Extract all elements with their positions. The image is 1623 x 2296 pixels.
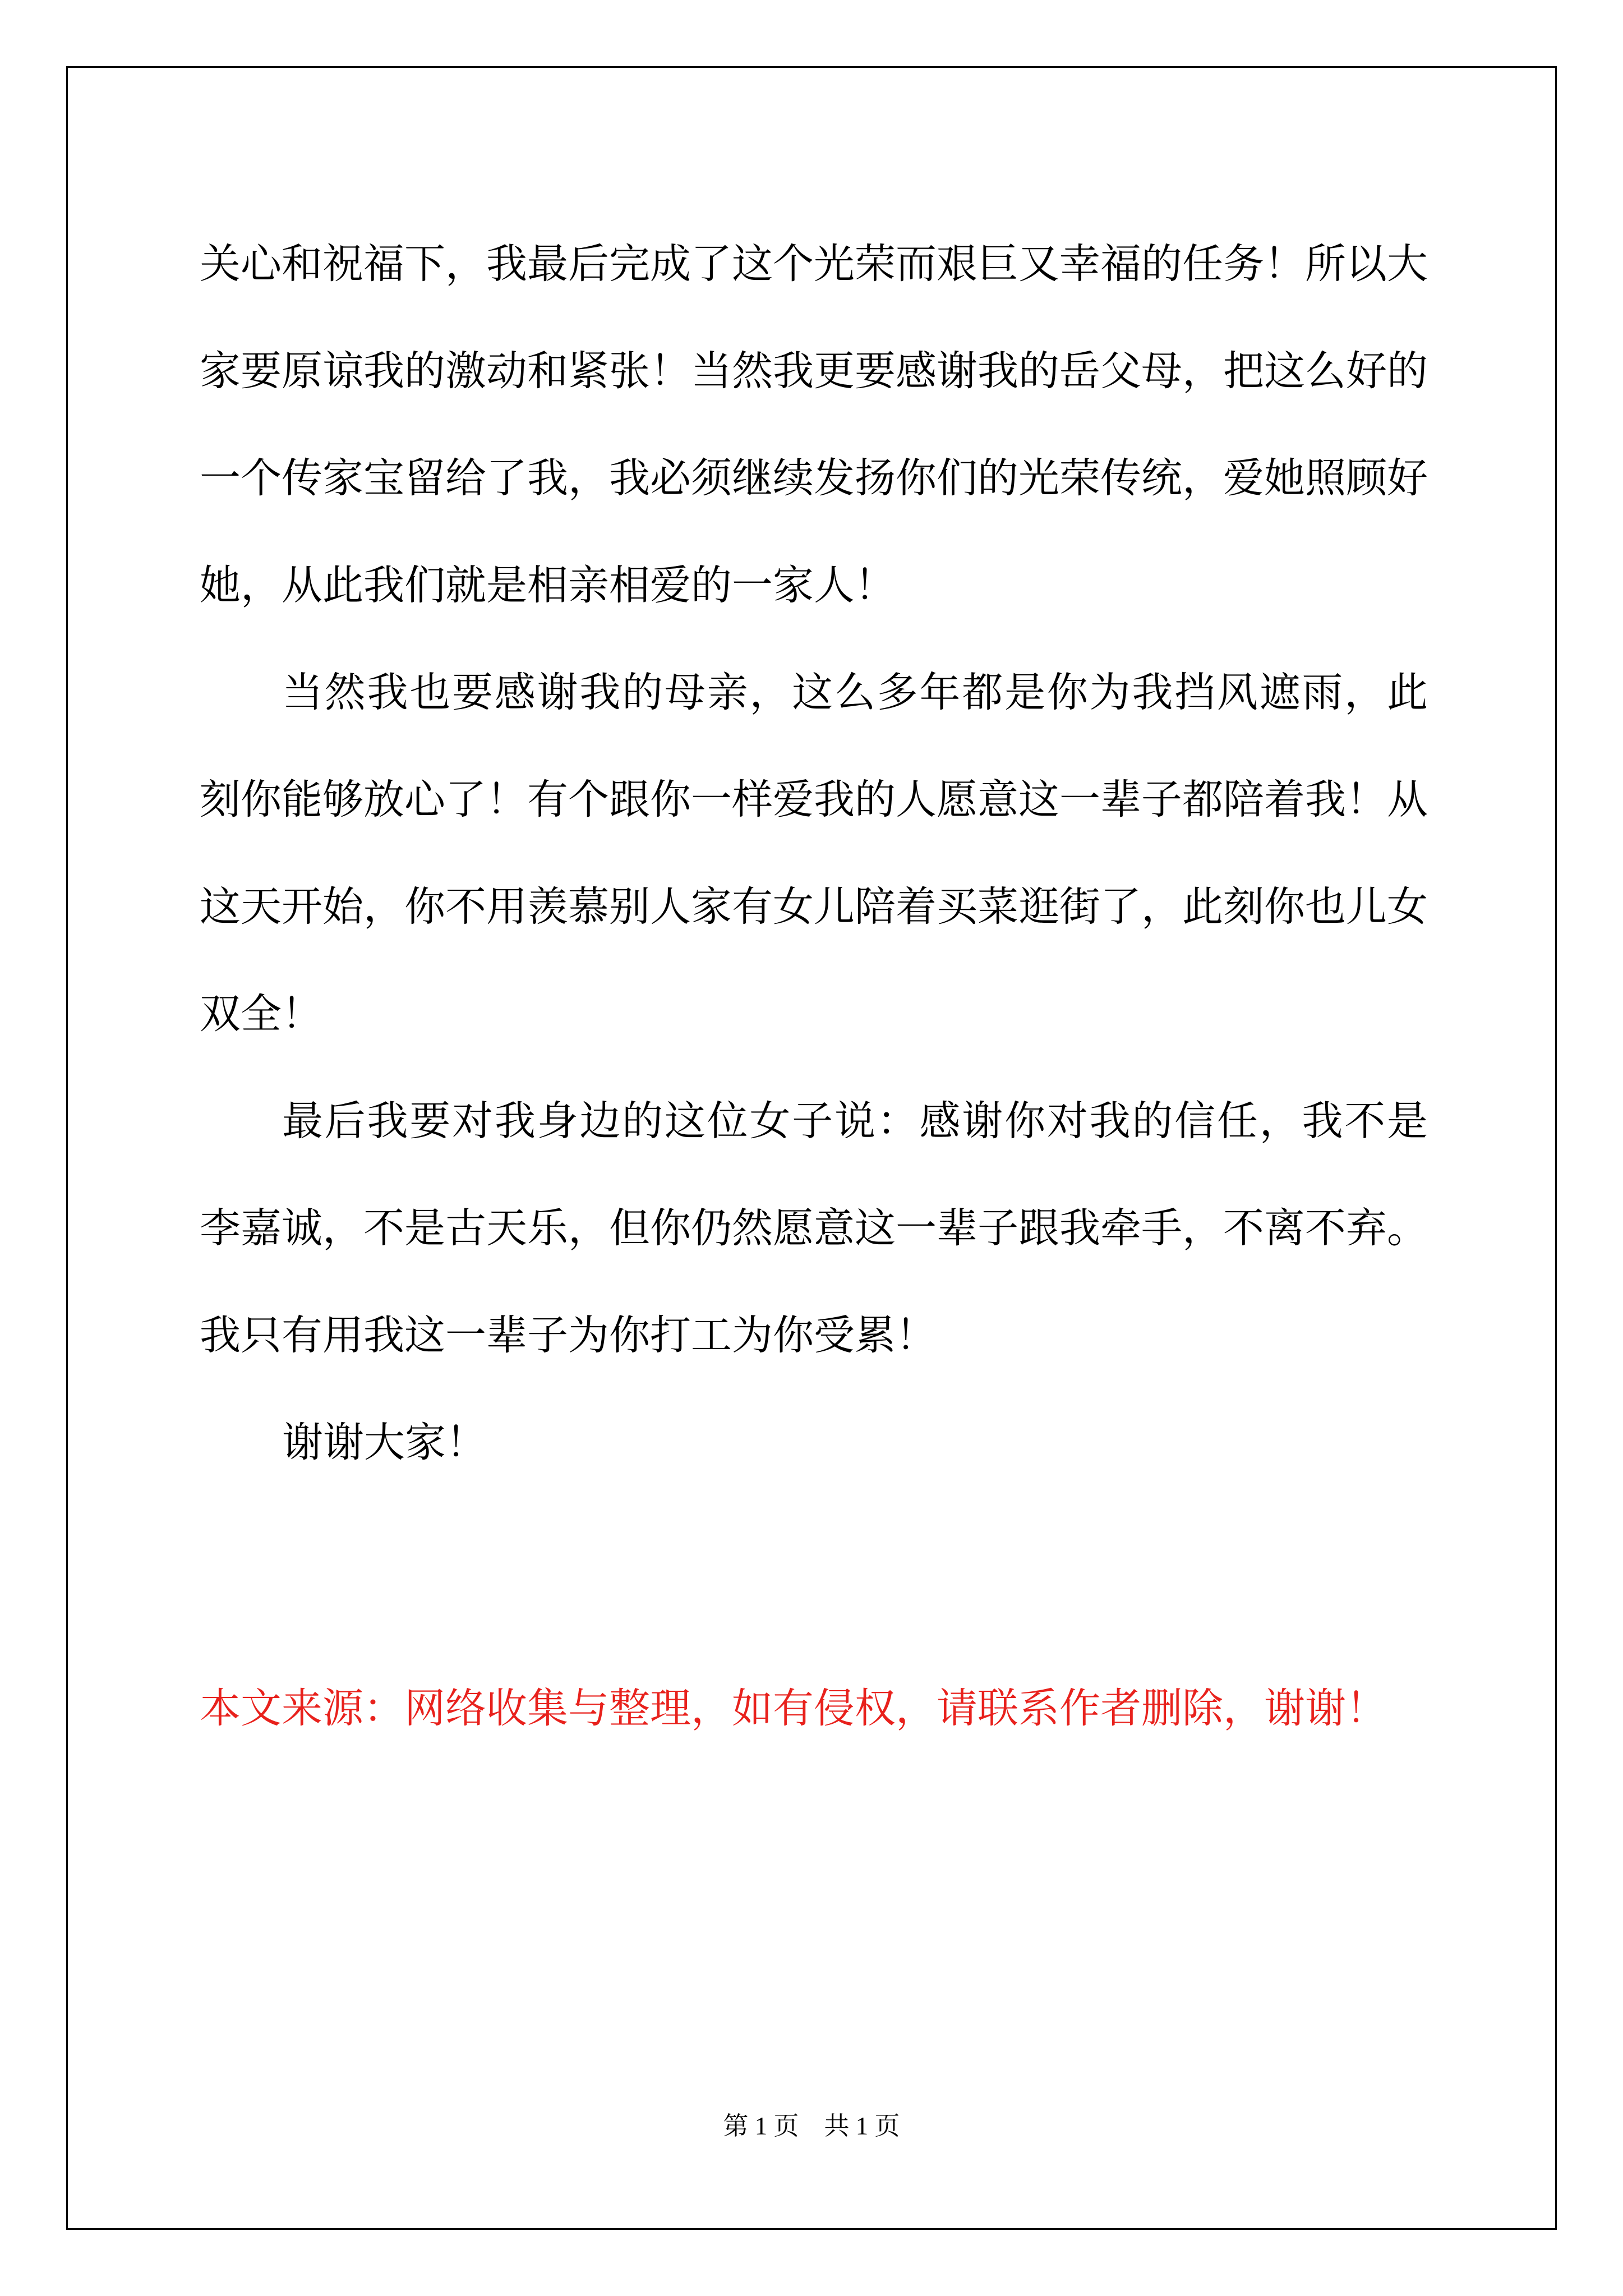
paragraph-3: 最后我要对我身边的这位女子说：感谢你对我的信任，我不是李嘉诚，不是古天乐，但你仍然愿意这一辈子跟我牵手，不离不弃。我只有用我这一辈子为你打工为你受累！ — [200, 1097, 1428, 1359]
paragraph-2: 当然我也要感谢我的母亲，这么多年都是你为我挡风遮雨，此刻你能够放心了！有个跟你一样爱我的人愿意这一辈子都陪着我！从这天开始，你不用羡慕别人家有女儿陪着买菜逛街了，此刻你也儿女双全！ — [200, 669, 1428, 1038]
page-footer: 第 1 页 共 1 页 — [723, 2112, 900, 2140]
document-body — [200, 210, 1428, 1496]
paragraph-1: 关心和祝福下，我最后完成了这个光荣而艰巨又幸福的任务！所以大家要原谅我的激动和紧张！当然我更要感谢我的岳父母，把这么好的一个传家宝留给了我，我必须继续发扬你们的光荣传统，爱她照顾好她，从此我们就是相亲相爱的一家人！ — [200, 240, 1428, 609]
source-note: 本文来源：网络收集与整理，如有侵权，请联系作者删除，谢谢！ — [200, 1685, 1387, 1732]
paragraph-4: 谢谢大家！ — [282, 1419, 487, 1466]
